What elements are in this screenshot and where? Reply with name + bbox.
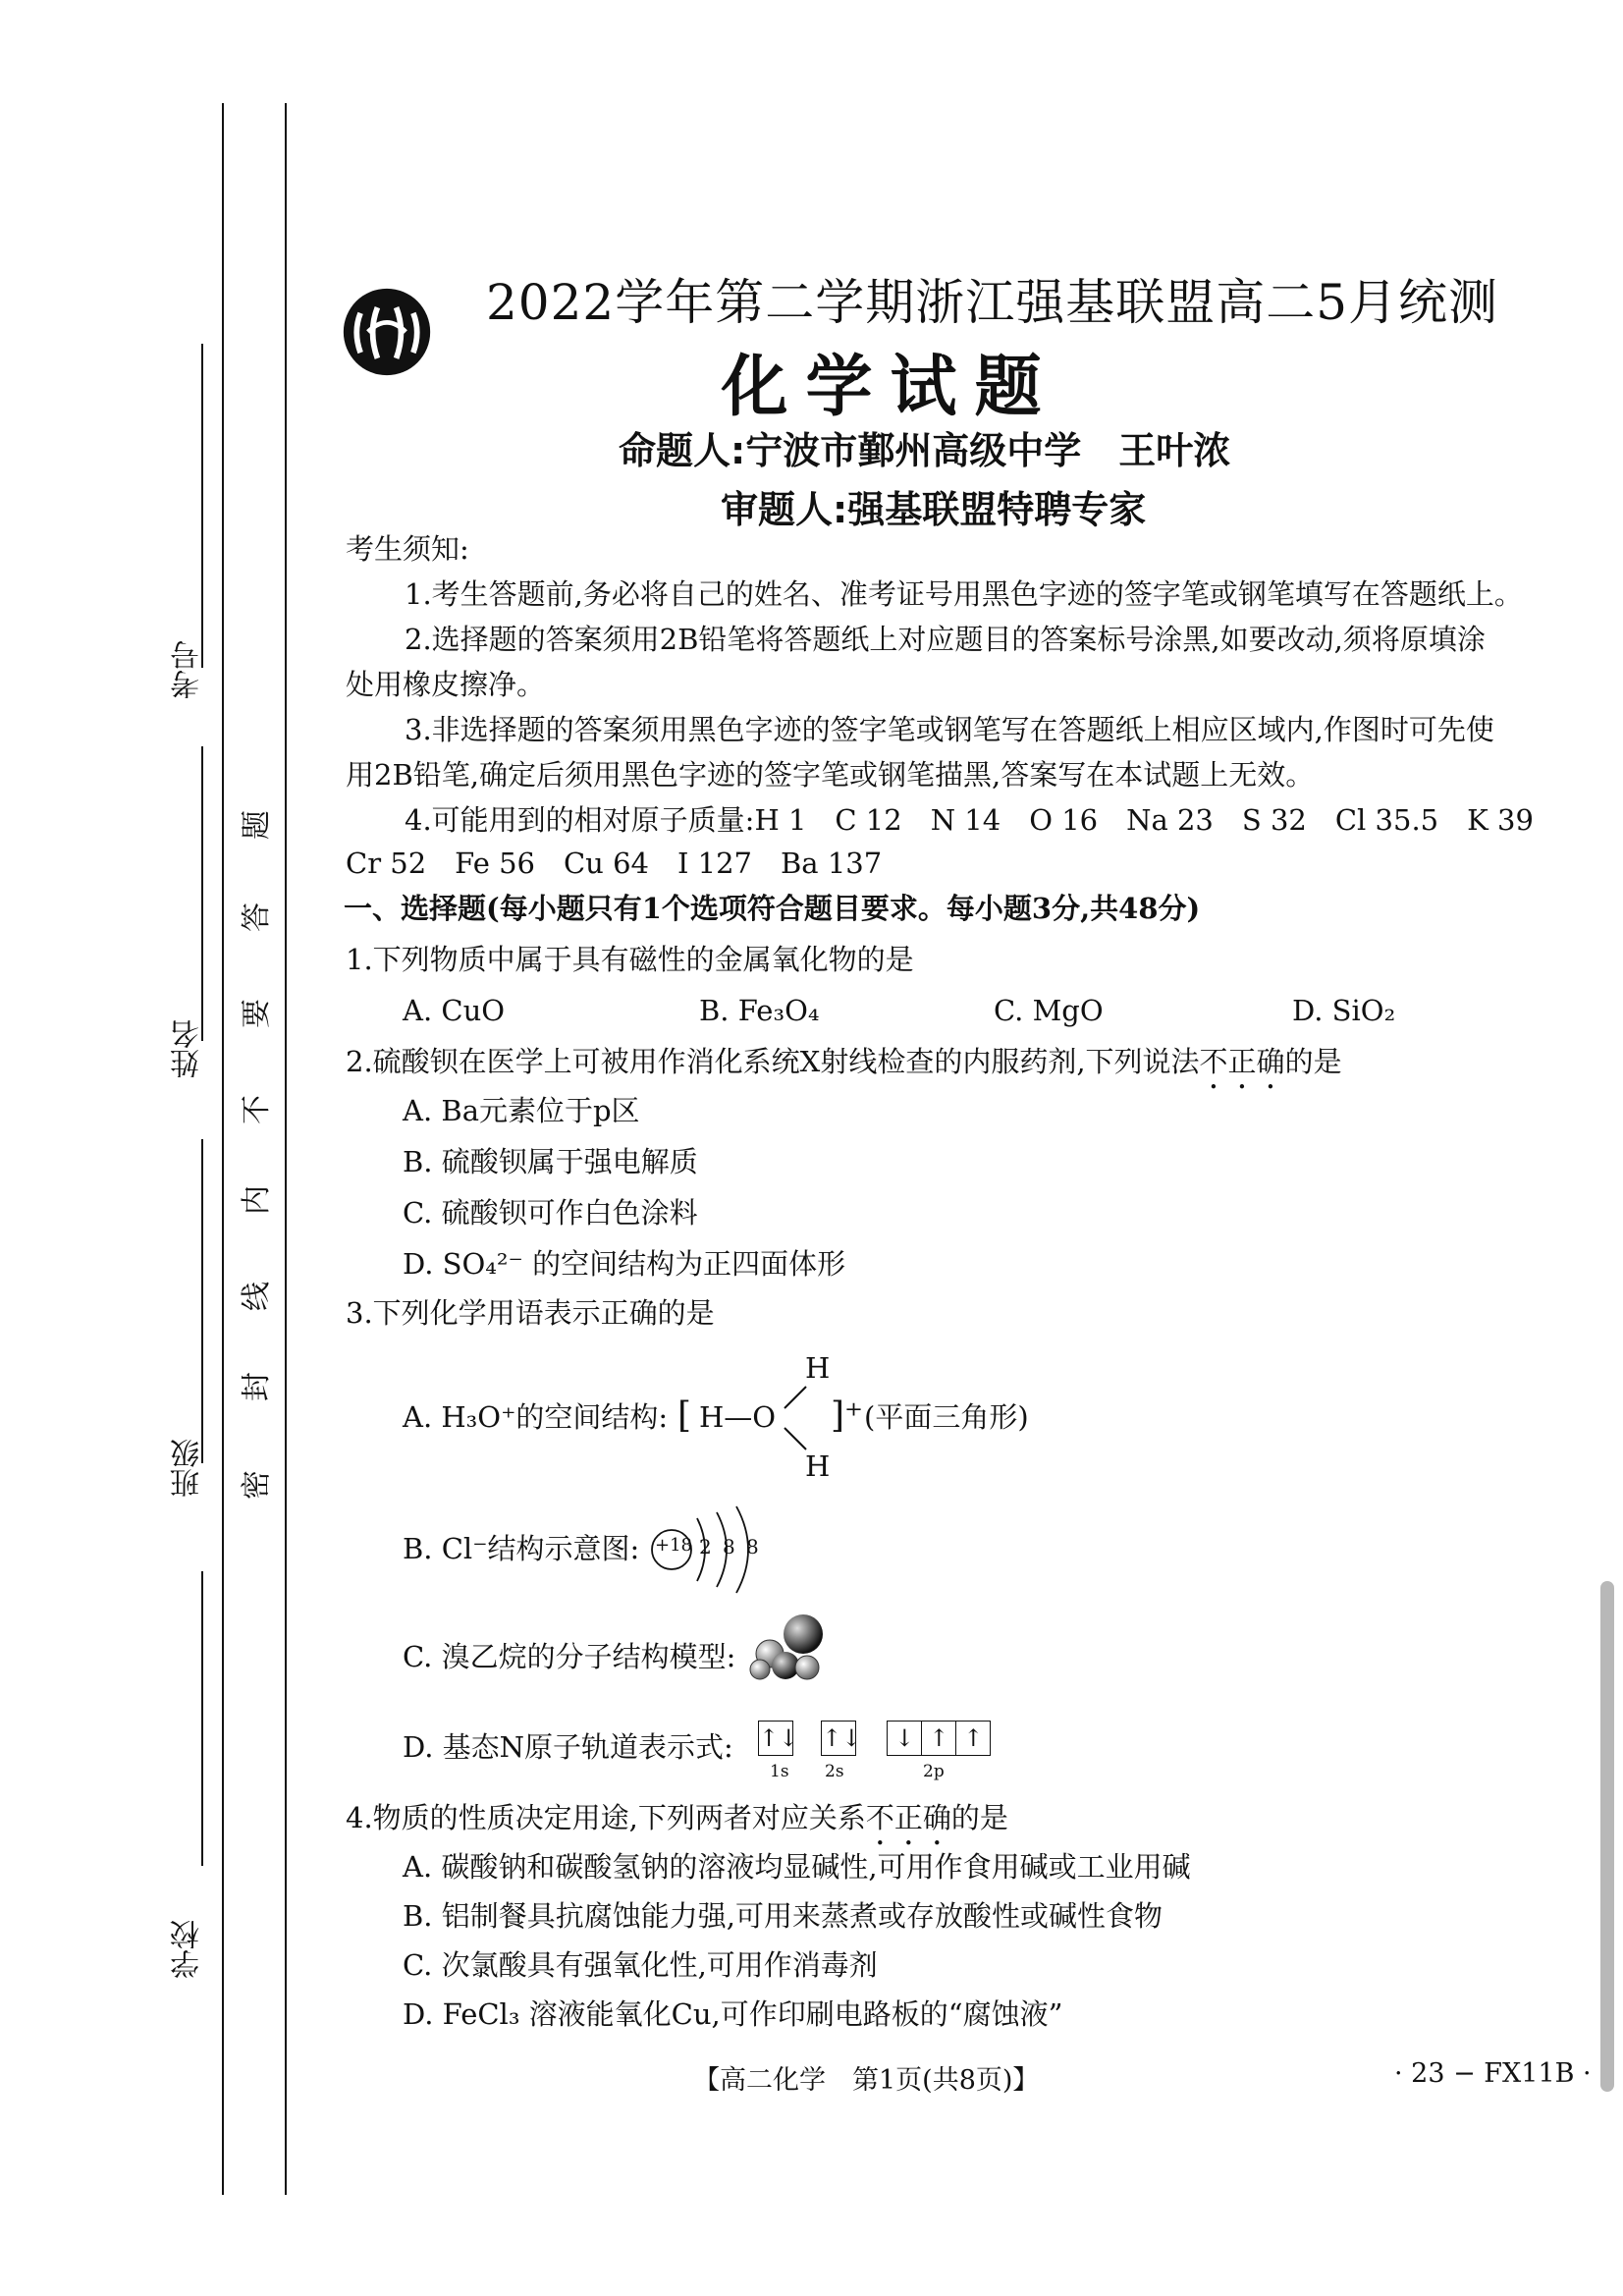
orbital-1s: ↑↓ — [758, 1721, 793, 1756]
q3-a-h-o: H—O — [699, 1400, 777, 1434]
q3-option-a-label: A. H₃O⁺的空间结构: — [403, 1400, 669, 1434]
banji-label: 班级 — [171, 1439, 205, 1498]
orbital-label-2s: 2s — [825, 1762, 844, 1781]
scrollbar[interactable] — [1600, 1581, 1614, 2092]
orbital-label-1s: 1s — [770, 1762, 789, 1781]
q2-stem — [346, 1045, 1342, 1096]
q3-a-h-bottom: H — [805, 1449, 831, 1483]
notice-item-4b: Cr 52 Fe 56 Cu 64 I 127 Ba 137 — [346, 847, 883, 880]
q1-option-b: B. Fe₃O₄ — [699, 994, 820, 1027]
q3-option-c-label: C. 溴乙烷的分子结构模型: — [403, 1640, 736, 1673]
q2-option-c: C. 硫酸钡可作白色涂料 — [403, 1196, 698, 1230]
kaohao-label: 考号 — [171, 640, 205, 699]
orbital-label-2p: 2p — [923, 1762, 945, 1781]
q2-stem-post: 的是 — [1284, 1045, 1342, 1078]
q4-option-c: C. 次氯酸具有强氧化性,可用作消毒剂 — [403, 1948, 878, 1982]
q1-option-a: A. CuO — [403, 994, 506, 1027]
q4-option-b: B. 铝制餐具抗腐蚀能力强,可用来蒸煮或存放酸性或碱性食物 — [403, 1899, 1163, 1933]
seal-char-2: 封 — [240, 1372, 274, 1401]
xuexiao-label: 学校 — [171, 1920, 205, 1979]
author-line: 命题人:宁波市鄞州高级中学 王叶浓 — [619, 429, 1231, 472]
q1-option-c: C. MgO — [994, 994, 1104, 1027]
q2-option-a: A. Ba元素位于p区 — [403, 1094, 640, 1127]
q1-option-d: D. SiO₂ — [1292, 994, 1396, 1027]
q4-stem-pre: 4.物质的性质决定用途,下列两者对应关系 — [346, 1801, 866, 1834]
orbital-2s: ↑↓ — [821, 1721, 856, 1756]
xingming-line — [201, 746, 203, 1041]
notice-heading: 考生须知: — [346, 532, 469, 566]
q3-a-bracket-right: ]⁺ — [831, 1395, 864, 1436]
q2-stem-pre: 2.硫酸钡在医学上可被用作消化系统X射线检查的内服药剂,下列说法 — [346, 1045, 1200, 1078]
chloride-shell-3: 8 — [746, 1535, 759, 1558]
q4-stem-emphasis: 不正确 — [865, 1801, 951, 1834]
chloride-shell-2: 8 — [723, 1535, 735, 1558]
orbital-2p-3: ↑ — [956, 1721, 991, 1756]
seal-char-5: 不 — [240, 1095, 274, 1124]
q4-stem-post: 的是 — [950, 1801, 1008, 1834]
nitrogen-orbital-diagram — [758, 1721, 991, 1756]
notice-item-3a: 3.非选择题的答案须用黑色字迹的签字笔或钢笔写在答题纸上相应区域内,作图时可先使 — [405, 713, 1494, 746]
exam-title: 2022学年第二学期浙江强基联盟高二5月统测 — [486, 274, 1499, 331]
xingming-label: 姓名 — [171, 1019, 205, 1078]
bromoethane-model-icon — [746, 1611, 835, 1689]
q3-a-shape-note: (平面三角形) — [864, 1400, 1029, 1434]
q3-stem: 3.下列化学用语表示正确的是 — [346, 1296, 715, 1330]
q3-a-h-top: H — [805, 1351, 831, 1385]
footer-code: · 23 − FX11B · — [1394, 2058, 1592, 2089]
banji-line — [201, 1139, 203, 1463]
chloride-shell-1: 2 — [699, 1535, 712, 1558]
notice-item-3b: 用2B铅笔,确定后须用黑色字迹的签字笔或钢笔描黑,答案写在本试题上无效。 — [346, 758, 1315, 792]
notice-item-4a: 4.可能用到的相对原子质量:H 1 C 12 N 14 O 16 Na 23 S 32 Cl 35.5 K 39 — [405, 803, 1534, 837]
q4-option-a: A. 碳酸钠和碳酸氢钠的溶液均显碱性,可用作食用碱或工业用碱 — [403, 1850, 1191, 1884]
q4-option-d: D. FeCl₃ 溶液能氧化Cu,可作印刷电路板的“腐蚀液” — [403, 1997, 1063, 2031]
q3-option-d-label: D. 基态N原子轨道表示式: — [403, 1730, 733, 1764]
seal-char-1: 密 — [240, 1470, 274, 1500]
q1-stem: 1.下列物质中属于具有磁性的金属氧化物的是 — [346, 943, 914, 976]
notice-item-1: 1.考生答题前,务必将自己的姓名、准考证号用黑色字迹的签字笔或钢笔填写在答题纸上。 — [405, 577, 1523, 611]
q2-option-d: D. SO₄²⁻ 的空间结构为正四面体形 — [403, 1247, 846, 1281]
q3-option-b-label: B. Cl⁻结构示意图: — [403, 1532, 640, 1565]
exam-subject: 化学试题 — [721, 348, 1059, 426]
seal-char-6: 要 — [240, 999, 274, 1028]
notice-item-2a: 2.选择题的答案须用2B铅笔将答题纸上对应题目的答案标号涂黑,如要改动,须将原填涂 — [405, 623, 1486, 656]
q2-option-b: B. 硫酸钡属于强电解质 — [403, 1145, 698, 1178]
q3-a-bracket-left: [ — [677, 1395, 692, 1436]
seal-char-3: 线 — [240, 1282, 274, 1311]
orbital-2p-1: ↓ — [887, 1721, 922, 1756]
chloride-nucleus-charge: +18 — [655, 1535, 692, 1556]
q4-stem — [346, 1801, 1008, 1852]
section-heading: 一、选择题(每小题只有1个选项符合题目要求。每小题3分,共48分) — [344, 892, 1201, 925]
notice-item-2b: 处用橡皮擦净。 — [346, 668, 546, 701]
xuexiao-line — [201, 1571, 203, 1866]
seal-char-8: 题 — [240, 810, 274, 840]
reviewer-line: 审题人:强基联盟特聘专家 — [721, 488, 1147, 531]
seal-char-7: 答 — [240, 902, 274, 932]
orbital-2p-2: ↑ — [922, 1721, 956, 1756]
footer-page-info: 【高二化学 第1页(共8页)】 — [693, 2065, 1040, 2096]
q3-a-bond-lines — [781, 1373, 820, 1461]
q2-stem-emphasis: 不正确 — [1199, 1045, 1285, 1078]
seal-char-4: 内 — [240, 1185, 274, 1215]
